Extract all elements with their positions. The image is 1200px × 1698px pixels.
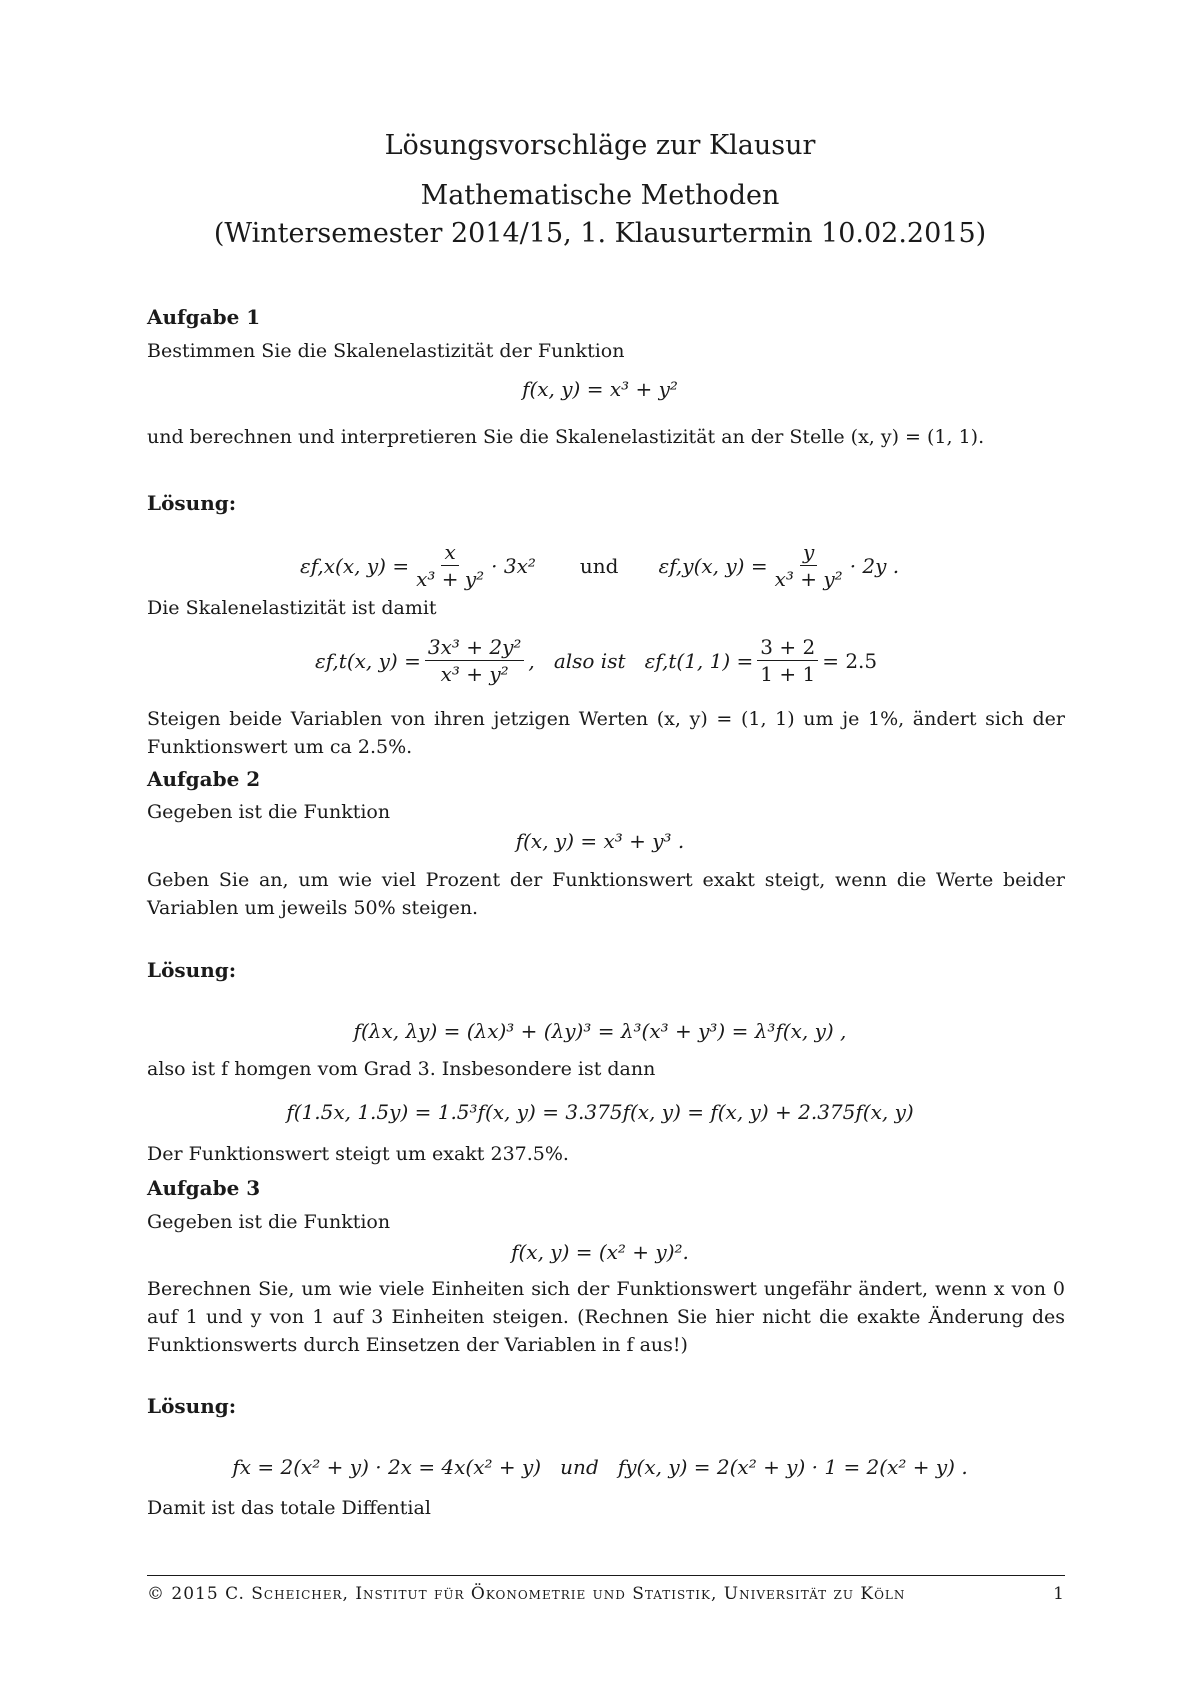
aufgabe1-scale-elasticity <box>315 635 877 686</box>
eq-right-rhs: · 2y . <box>849 553 900 578</box>
aufgabe1-damit: Die Skalenelastizität ist damit <box>147 597 437 619</box>
aufgabe2-result: Der Funktionswert steigt um exakt 237.5%. <box>147 1143 569 1165</box>
eq2-lhs: εf,t(x, y) = <box>315 648 421 673</box>
eq-left-rhs: · 3x² <box>491 553 536 578</box>
aufgabe3-task: Berechnen Sie, um wie viele Einheiten sich der Funktionswert ungefähr ändert, wenn x von 0 auf 1 und y von 1 auf 3 Einheiten steigen. (Rechnen Sie hier nicht die exakte Änderung des Funktionswerts durch Einsetzen der Variablen in f aus!) <box>147 1278 1065 1356</box>
aufgabe1-interpretation: Steigen beide Variablen von ihren jetzigen Werten (x, y) = (1, 1) um je 1%, ändert sich der Funktionswert um ca 2.5%. <box>147 708 1065 758</box>
aufgabe3-eq1: fx = 2(x² + y) · 2x = 4x(x² + y) und fy(x, y) = 2(x² + y) · 1 = 2(x² + y) . <box>232 1455 968 1479</box>
page-number: 1 <box>1053 1584 1065 1604</box>
eq-right-denominator: x³ + y² <box>774 567 843 591</box>
aufgabe2-intro: Gegeben ist die Funktion <box>147 801 391 823</box>
aufgabe1-task: und berechnen und interpretieren Sie die Skalenelastizität an der Stelle (x, y) = (1, 1). <box>147 426 985 448</box>
document-semester: (Wintersemester 2014/15, 1. Klausurtermin 10.02.2015) <box>213 218 987 249</box>
aufgabe2-task: Geben Sie an, um wie viel Prozent der Funktionswert exakt steigt, wenn die Werte beider Variablen um jeweils 50% steigen. <box>147 869 1065 919</box>
eq2-end: = 2.5 <box>822 648 878 673</box>
eq-left-denominator: x³ + y² <box>416 567 485 591</box>
aufgabe2-formula: f(x, y) = x³ + y³ . <box>515 829 685 853</box>
aufgabe1-intro: Bestimmen Sie die Skalenelastizität der Funktion <box>147 340 625 362</box>
aufgabe1-heading: Aufgabe 1 <box>147 305 261 329</box>
aufgabe1-loesung-label: Lösung: <box>147 491 237 515</box>
aufgabe3-heading: Aufgabe 3 <box>147 1176 261 1200</box>
footer <box>147 1584 1065 1604</box>
footer-rule <box>147 1575 1065 1576</box>
aufgabe3-formula: f(x, y) = (x² + y)². <box>511 1240 689 1264</box>
eq2-denominator2: 1 + 1 <box>760 662 816 686</box>
aufgabe2-eq2: f(1.5x, 1.5y) = 1.5³f(x, y) = 3.375f(x, y) = f(x, y) + 2.375f(x, y) <box>286 1100 914 1124</box>
aufgabe2-eq1: f(λx, λy) = (λx)³ + (λy)³ = λ³(x³ + y³) = λ³f(x, y) , <box>353 1019 847 1043</box>
eq2-denominator: x³ + y² <box>440 662 509 686</box>
eq2-fraction2 <box>757 635 818 686</box>
aufgabe2-homogen: also ist f homgen vom Grad 3. Insbesondere ist dann <box>147 1058 656 1080</box>
aufgabe1-formula: f(x, y) = x³ + y² <box>522 377 678 401</box>
eq-right-fraction <box>772 540 846 591</box>
eq-und: und <box>579 553 619 578</box>
eq2-numerator: 3x³ + 2y² <box>425 635 525 661</box>
aufgabe3-damit: Damit ist das totale Diffential <box>147 1497 431 1519</box>
eq-left-lhs: εf,x(x, y) = <box>300 553 410 578</box>
footer-copyright: © 2015 C. Scheicher, Institut für Ökonometrie und Statistik, Universität zu Köln <box>147 1584 906 1604</box>
document-subtitle: Mathematische Methoden <box>420 180 780 211</box>
eq2-mid: , also ist εf,t(1, 1) = <box>528 648 754 673</box>
eq-right-numerator: y <box>800 540 817 566</box>
eq-left-fraction <box>413 540 487 591</box>
aufgabe3-loesung-label: Lösung: <box>147 1394 237 1418</box>
aufgabe1-elasticity-equations <box>300 540 899 591</box>
aufgabe3-intro: Gegeben ist die Funktion <box>147 1211 391 1233</box>
eq-left-numerator: x <box>441 540 458 566</box>
eq2-numerator2: 3 + 2 <box>757 635 818 661</box>
aufgabe2-loesung-label: Lösung: <box>147 958 237 982</box>
aufgabe2-heading: Aufgabe 2 <box>147 767 261 791</box>
document-title: Lösungsvorschläge zur Klausur <box>384 130 816 161</box>
eq-right-lhs: εf,y(x, y) = <box>658 553 768 578</box>
eq2-fraction <box>425 635 525 686</box>
